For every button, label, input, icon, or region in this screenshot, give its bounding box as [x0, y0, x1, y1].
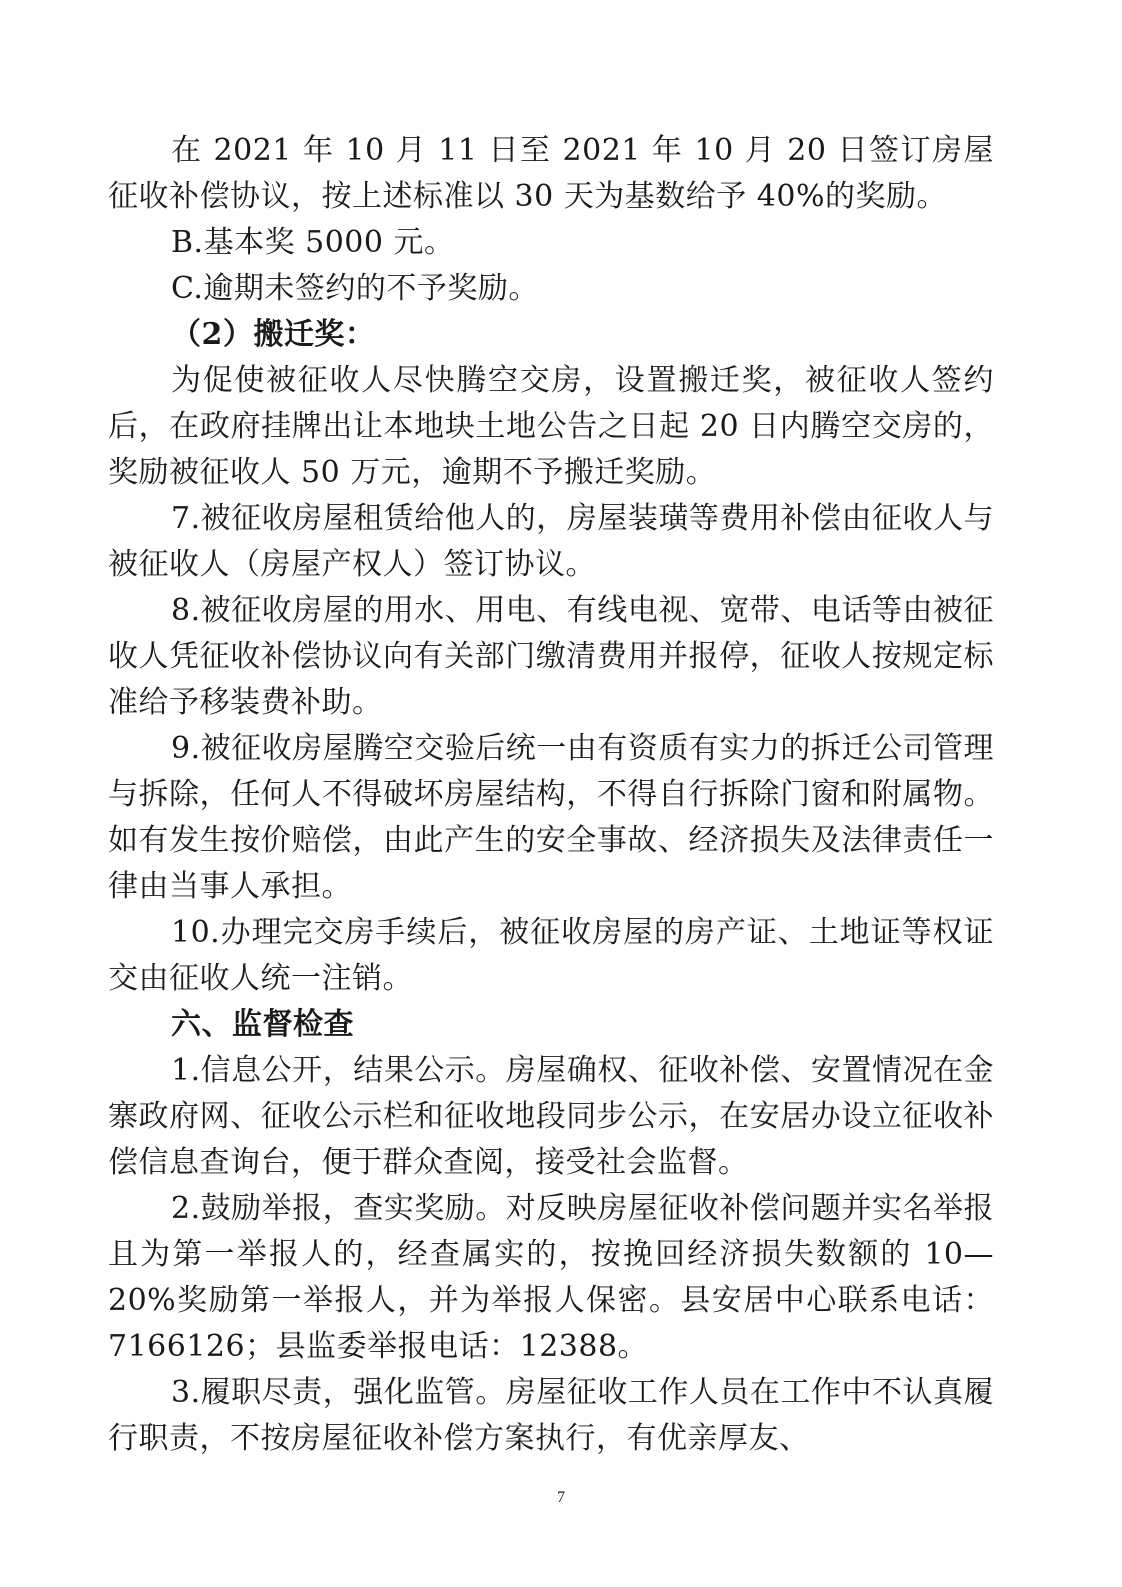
paragraph-item-10: 10.办理完交房手续后，被征收房屋的房产证、土地证等权证交由征收人统一注销。 — [108, 915, 994, 996]
paragraph-item-7: 7.被征收房屋租赁给他人的，房屋装璜等费用补偿由征收人与被征收人（房屋产权人）签订协议。 — [108, 501, 994, 582]
page-number: 7 — [557, 1489, 565, 1506]
document-body — [108, 128, 994, 1462]
paragraph-supervision-1: 1.信息公开，结果公示。房屋确权、征收补偿、安置情况在金寨政府网、征收公示栏和征收地段同步公示，在安居办设立征收补偿信息查询台，便于群众查阅，接受社会监督。 — [108, 1053, 994, 1180]
paragraph-item-9: 9.被征收房屋腾空交验后统一由有资质有实力的拆迁公司管理与拆除，任何人不得破坏房屋结构，不得自行拆除门窗和附属物。如有发生按价赔偿，由此产生的安全事故、经济损失及法律责任一律由当事人承担。 — [108, 731, 994, 904]
paragraph-supervision-2: 2.鼓励举报，查实奖励。对反映房屋征收补偿问题并实名举报且为第一举报人的，经查属实的，按挽回经济损失数额的 10—20%奖励第一举报人，并为举报人保密。县安居中心联系电话：7166126；县监委举报电话：12388。 — [108, 1191, 994, 1364]
paragraph-basic-reward: B.基本奖 5000 元。 — [171, 225, 455, 260]
heading-supervision: 六、监督检查 — [171, 1007, 354, 1042]
paragraph-first-stage-reward: 在 2021 年 10 月 11 日至 2021 年 10 月 20 日签订房屋征收补偿协议，按上述标准以 30 天为基数给予 40%的奖励。 — [108, 133, 994, 214]
paragraph-overdue-no-reward: C.逾期未签约的不予奖励。 — [171, 271, 539, 306]
paragraph-item-8: 8.被征收房屋的用水、用电、有线电视、宽带、电话等由被征收人凭征收补偿协议向有关部门缴清费用并报停，征收人按规定标准给予移装费补助。 — [108, 593, 994, 720]
paragraph-relocation-reward: 为促使被征收人尽快腾空交房，设置搬迁奖，被征收人签约后，在政府挂牌出让本地块土地公告之日起 20 日内腾空交房的，奖励被征收人 50 万元，逾期不予搬迁奖励。 — [108, 363, 994, 490]
heading-relocation-reward: （2）搬迁奖： — [171, 317, 376, 352]
paragraph-supervision-3: 3.履职尽责，强化监管。房屋征收工作人员在工作中不认真履行职责，不按房屋征收补偿方案执行，有优亲厚友、 — [108, 1375, 994, 1456]
